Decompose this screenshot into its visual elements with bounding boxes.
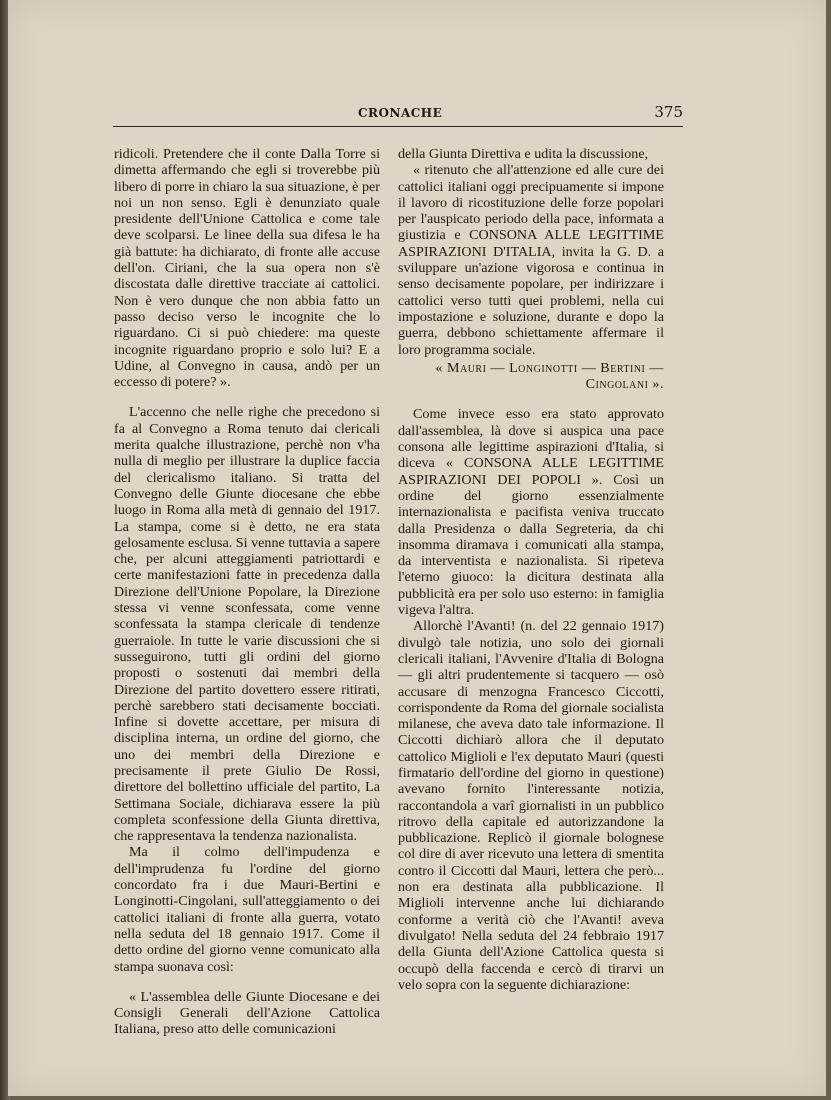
page-number: 375 [654, 103, 683, 121]
paragraph: ridicoli. Pretendere che il conte Dalla Torre si dimetta affermando che egli si troverebbe più libero di porre in chiaro la sua situazione, è per noi un non senso. Egli è denunziato quale presidente dell'Unione Cattolica e come tale deve scolparsi. Le linee della sua difesa le ha già battute: ha dichiarato, di fronte alle accuse dell'on. Ciriani, che la sua opera non s'è discostata dalle direttive tracciate ai cattolici. Non è vero dunque che non abbia fatto un passo deciso verso le incognite che lo riguardano. Ci si può chiedere: ma queste incognite riguardano proprio e solo lui? E a Udine, al Convegno in causa, andò per un eccesso di potere? ». [114, 146, 380, 391]
running-head: CRONACHE [358, 106, 443, 120]
paragraph: Ma il colmo dell'impudenza e dell'imprudenza fu l'ordine del giorno concordato fra i due Mauri-Bertini e Longinotti-Cingolani, sull'atteggiamento o dei cattolici italiani di fronte alla guerra, votato nella seduta del 18 gennaio 1917. Come il detto ordine del giorno venne comunicato alla stampa suonava così: [114, 844, 380, 975]
signatories: « Mauri — Longinotti — Bertini — Cingolani ». [435, 359, 664, 393]
page-header [113, 103, 683, 126]
paragraph: Come invece esso era stato approvato dall'assemblea, là dove si auspica una pace consona alle legittime aspirazioni d'Italia, si diceva « CONSONA ALLE LEGITTIME ASPIRAZIONI DEI POPOLI ». Così un ordine del giorno essenzialmente internazionalista e pacifista veniva truccato dalla Presidenza o dalla Segreteria, da chi insomma diramava i comunicati alla stampa, da interventista e nazionalista. Si ripeteva l'eterno giuoco: la dicitura destinata alla pubblicità era per solo uso esterno: in famiglia vigeva l'altra. [398, 406, 664, 619]
paragraph: della Giunta Direttiva e udita la discussione, [398, 146, 649, 162]
paragraph: Allorchè l'Avanti! (n. del 22 gennaio 1917) divulgò tale notizia, uno solo dei giornali clericali italiani, l'Avvenire d'Italia di Bologna — gli altri prudentemente si tacquero — osò accusare di menzogna Francesco Ciccotti, corrispondente da Roma del giornale socialista milanese, che aveva dato tale informazione. Il Ciccotti dichiarò allora che il deputato cattolico Miglioli e l'ex deputato Mauri (questi firmatario dell'ordine del giorno in questione) avevano fornito l'interessante notizia, raccontandola a varî giornalisti in un pubblico ritrovo della capitale ed autorizzandone la pubblicazione. Replicò il giornale bolognese col dire di aver ricevuto una lettera di smentita contro il Ciccotti dal Mauri, lettera che però... non era destinata alla pubblicazione. Il Miglioli intervenne anche lui dichiarando conforme a verità ciò che l'Avanti! aveva divulgato! Nella seduta del 24 febbraio 1917 della Giunta dell'Azione Cattolica questa si occupò della faccenda e cercò di tirarvi un velo sopra con la seguente dichiarazione: [398, 618, 664, 993]
quotation-paragraph: « ritenuto che all'attenzione ed alle cure dei cattolici italiani oggi precipuamente si impone il lavoro di ricostituzione delle forze popolari per l'auspicato periodo della pace, informata a giustizia e CONSONA ALLE LEGITTIME ASPIRAZIONI D'ITALIA, invita la G. D. a sviluppare un'azione vigorosa e continua in senso decisamente popolare, per indirizzare i cattolici verso tutti quei problemi, nella cui impostazione e soluzione, durante e dopo la guerra, debbono schiettamente affermare il loro programma sociale. [398, 162, 664, 358]
header-rule [113, 126, 683, 127]
left-column [114, 146, 380, 1038]
quotation-paragraph: « L'assemblea delle Giunte Diocesane e dei Consigli Generali dell'Azione Cattolica Italiana, preso atto delle comunicazioni [114, 988, 380, 1038]
paragraph: L'accenno che nelle righe che precedono si fa al Convegno a Roma tenuto dai clericali merita qualche illustrazione, perchè non v'ha nulla di meglio per illustrare la duplice faccia del clericalismo italiano. Si tratta del Convegno delle Giunte diocesane che ebbe luogo in Roma alla metà di gennaio del 1917. La stampa, come si è detto, ne era stata gelosamente esclusa. Si venne tuttavia a sapere che, per alcuni atteggiamenti patriottardi e certe manifestazioni fatte in precedenza dalla Direzione dell'Unione Popolare, la Direzione stessa vi venne sconfessata, come venne sconfessata la stampa clericale di tendenze guerraiole. In tutte le varie discussioni che si susseguirono, tutti gli ordini del giorno proposti o sostenuti dai membri della Direzione del partito dovettero essere ritirati, perchè sarebbero stati decisamente bocciati. Infine si dovette accettare, per misura di disciplina interna, un ordine del giorno, che uno dei membri della Direzione e precisamente il prete Giulio De Rossi, direttore del bollettino ufficiale del partito, La Settimana Sociale, dichiarava essere la più completa sconfessione della Giunta direttiva, che rappresentava la tendenza nazionalista. [114, 404, 380, 845]
right-column [398, 146, 664, 993]
